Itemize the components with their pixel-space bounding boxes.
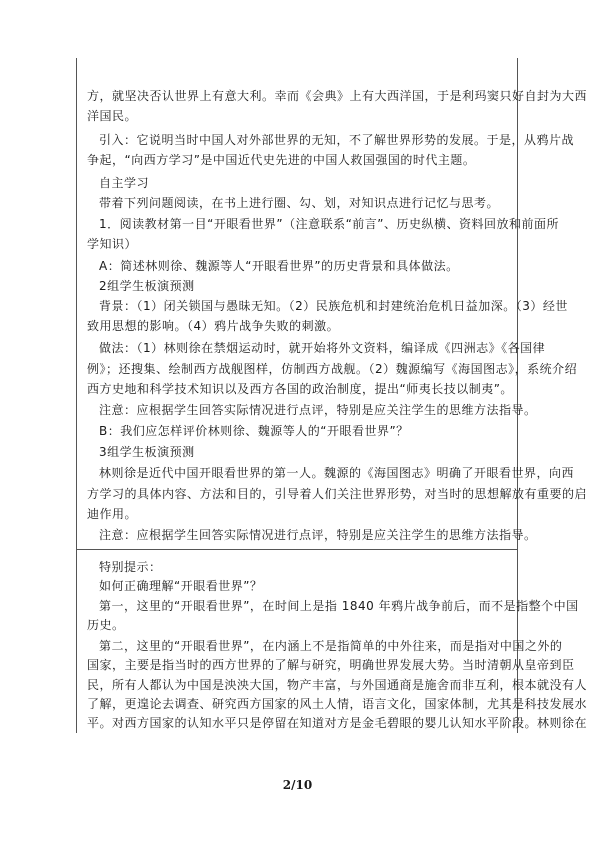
- tip-line: 国家，主要是指当时的西方世界的了解与研究，明确世界发展大势。当时清朝从皇帝到臣: [87, 658, 575, 673]
- background-line: 致用思想的影响。（4）鸦片战争失败的刺激。: [87, 319, 340, 334]
- question-a: A：简述林则徐、魏源等人“开眼看世界”的历史背景和具体做法。: [99, 258, 459, 273]
- note-line: 注意：应根据学生回答实际情况进行点评，特别是应关注学生的思维方法指导。: [99, 528, 537, 542]
- paragraph-line: 带着下列问题阅读，在书上进行圈、勾、划，对知识点进行记忆与思考。: [99, 196, 500, 210]
- evaluation-line: 方学习的具体内容、方法和目的，引导着人们关注世界形势，对当时的思想解放有重要的启: [87, 486, 588, 501]
- method-line: 做法：（1）林则徐在禁烟运动时，就开始将外文资料，编译成《四洲志》《各国律: [99, 341, 546, 356]
- reading-task-line: 1．阅读教材第一目“开眼看世界”（注意联系“前言”、历史纵横、资料回放和前面所: [99, 217, 560, 232]
- background-line: 背景：（1）闭关锁国与愚昧无知。（2）民族危机和封建统治危机日益加深。（3）经世: [99, 299, 568, 314]
- paragraph-line: 方，就坚决否认世界上有意大利。幸而《会典》上有大西洋国，于是利玛窦只好自封为大西: [87, 89, 588, 103]
- paragraph-line: 洋国民。: [87, 109, 138, 124]
- reading-task-line: 学知识）: [87, 236, 138, 251]
- group-heading: 2组学生板演预测: [99, 278, 195, 293]
- note-line: 注意：应根据学生回答实际情况进行点评，特别是应关注学生的思维方法指导。: [99, 403, 537, 417]
- tip-line: 第二，这里的“开眼看世界”，在内涵上不是指简单的中外往来，而是指对中国之外的: [99, 639, 563, 654]
- group-heading: 3组学生板演预测: [99, 445, 195, 460]
- tip-line: 民，所有人都认为中国是泱泱大国，物产丰富，与外国通商是施舍而非互利，根本就没有人: [87, 677, 588, 692]
- tip-line: 历史。: [87, 618, 125, 633]
- tip-line: 平。对西方国家的认知水平只是停留在知道对方是金毛碧眼的婴儿认知水平阶段。林则徐在: [87, 716, 588, 730]
- method-line: 例》；还搜集、绘制西方战舰图样，仿制西方战舰。（2）魏源编写《海国图志》，系统介绍: [87, 361, 578, 376]
- tip-title: 特别提示：: [99, 560, 162, 574]
- section-heading: 自主学习: [99, 175, 150, 190]
- page-number: 2/10: [282, 778, 313, 792]
- tip-question: 如何正确理解“开眼看世界”？: [99, 579, 263, 594]
- method-line: 西方史地和科学技术知识以及西方各国的政治制度，提出“师夷长技以制夷”。: [87, 381, 513, 396]
- intro-line: 争起，“向西方学习”是中国近代史先进的中国人救国强国的时代主题。: [87, 153, 476, 168]
- tip-line: 了解，更遑论去调查、研究西方国家的风土人情，语言文化，国家体制，尤其是科技发展水: [87, 696, 588, 711]
- evaluation-line: 林则徐是近代中国开眼看世界的第一人。魏源的《海国图志》明确了开眼看世界，向西: [99, 466, 575, 481]
- special-tip-box: [76, 549, 588, 733]
- tip-line: 第一，这里的“开眼看世界”，在时间上是指 1840 年鸦片战争前后，而不是指整个中国: [99, 599, 579, 614]
- evaluation-line: 迪作用。: [87, 506, 138, 521]
- question-b: B：我们应怎样评价林则徐、魏源等人的“开眼看世界”？: [99, 424, 409, 439]
- intro-line: 引入：它说明当时中国人对外部世界的无知，不了解世界形势的发展。于是，从鸦片战: [99, 132, 575, 147]
- lesson-notes-box: [76, 58, 588, 550]
